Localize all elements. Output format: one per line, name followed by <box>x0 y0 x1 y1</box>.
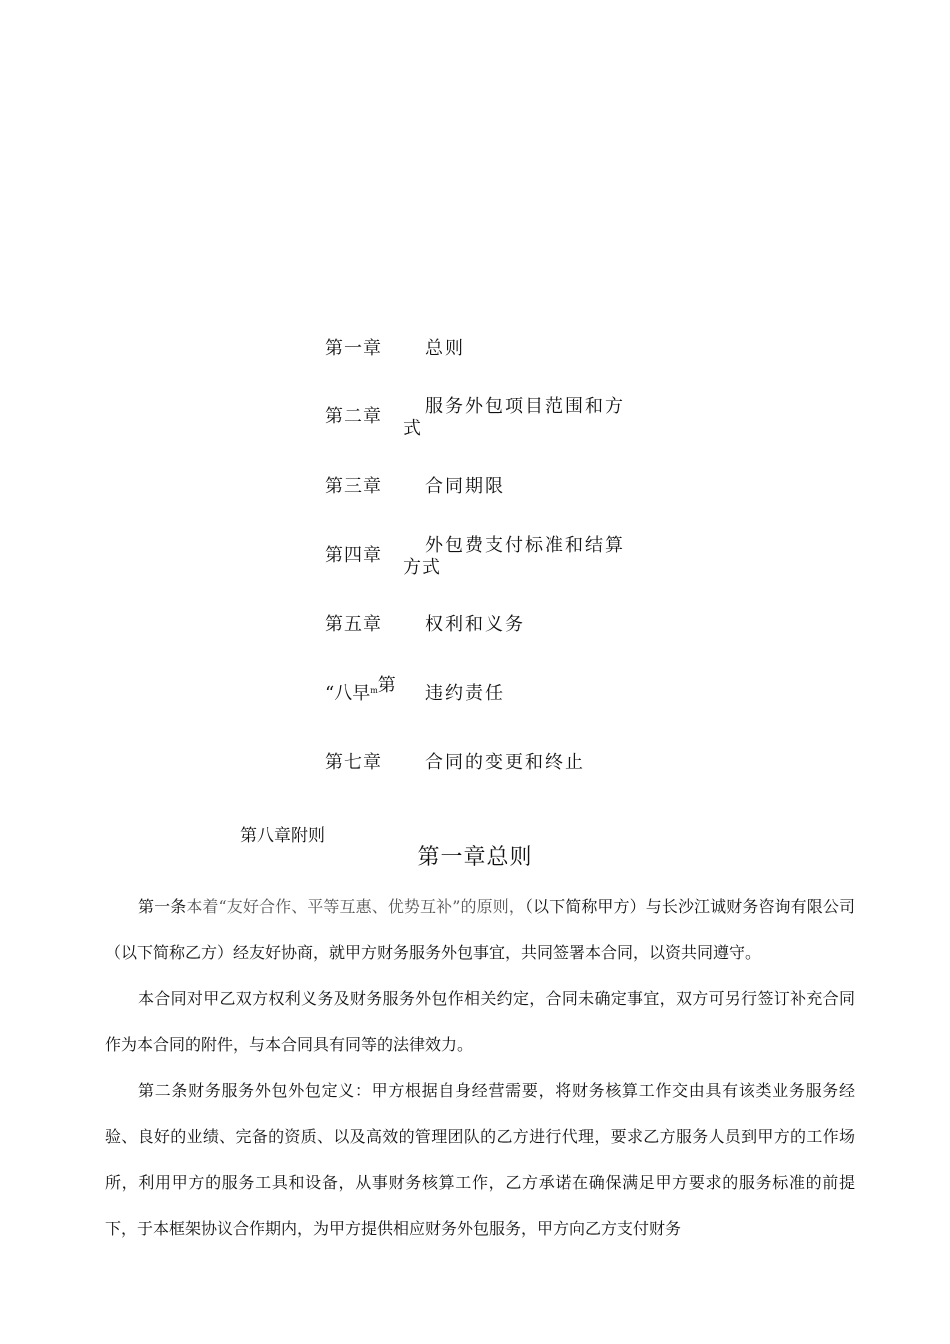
toc-chapter-1-number: 第一章 <box>325 338 382 359</box>
toc-chapter-6-garbled-main: “八早 <box>325 683 371 704</box>
toc-chapter-3-number: 第三章 <box>325 476 382 497</box>
paragraph-1-gray: 本着“友好合作、平等互惠、优势互补”的原则， <box>186 897 525 916</box>
toc-chapter-4-number: 第四章 <box>325 545 382 566</box>
toc-chapter-8: 第八章附则 <box>240 826 325 846</box>
toc-chapter-4-title-continued: 方式 <box>403 557 441 578</box>
toc-chapter-6-number-garbled <box>325 675 396 705</box>
toc-chapter-5-number: 第五章 <box>325 614 382 635</box>
toc-chapter-2-title: 服务外包项目范围和方 <box>425 396 625 417</box>
toc-chapter-6-garbled-raised: 第 <box>377 675 396 696</box>
body-text <box>105 884 855 1252</box>
paragraph-1-rest: （以下简称甲方）与长沙江诚财务咨询有限公司（以下简称乙方）经友好协商，就甲方财务服务外包事宜，共同签署本合同，以资共同遵守。 <box>105 897 855 962</box>
toc-chapter-2-title-continued: 式 <box>403 418 422 439</box>
paragraph-2: 本合同对甲乙双方权利义务及财务服务外包作相关约定，合同未确定事宜，双方可另行签订补充合同作为本合同的附件，与本合同具有同等的法律效力。 <box>105 989 855 1054</box>
toc-chapter-3-title: 合同期限 <box>425 476 505 497</box>
toc-chapter-6-garbled-small: m <box>370 686 378 695</box>
toc-chapter-5-title: 权利和义务 <box>425 614 525 635</box>
chapter-heading: 第一章总则 <box>417 845 533 870</box>
toc-chapter-4-title: 外包费支付标准和结算 <box>425 535 625 556</box>
toc-chapter-2-number: 第二章 <box>325 406 382 427</box>
paragraph-1 <box>105 884 855 976</box>
toc-chapter-6-title: 违约责任 <box>425 683 505 704</box>
toc-chapter-7-title: 合同的变更和终止 <box>425 752 585 773</box>
toc-chapter-7-number: 第七章 <box>325 752 382 773</box>
paragraph-3: 第二条财务服务外包外包定义：甲方根据自身经营需要，将财务核算工作交由具有该类业务服务经验、良好的业绩、完备的资质、以及高效的管理团队的乙方进行代理，要求乙方服务人员到甲方的工作场所，利用甲方的服务工具和设备，从事财务核算工作，乙方承诺在确保满足甲方要求的服务标准的前提下，于本框架协议合作期内，为甲方提供相应财务外包服务，甲方向乙方支付财务 <box>105 1081 855 1238</box>
toc-chapter-1-title: 总则 <box>425 338 465 359</box>
paragraph-1-lead: 第一条 <box>138 897 187 916</box>
